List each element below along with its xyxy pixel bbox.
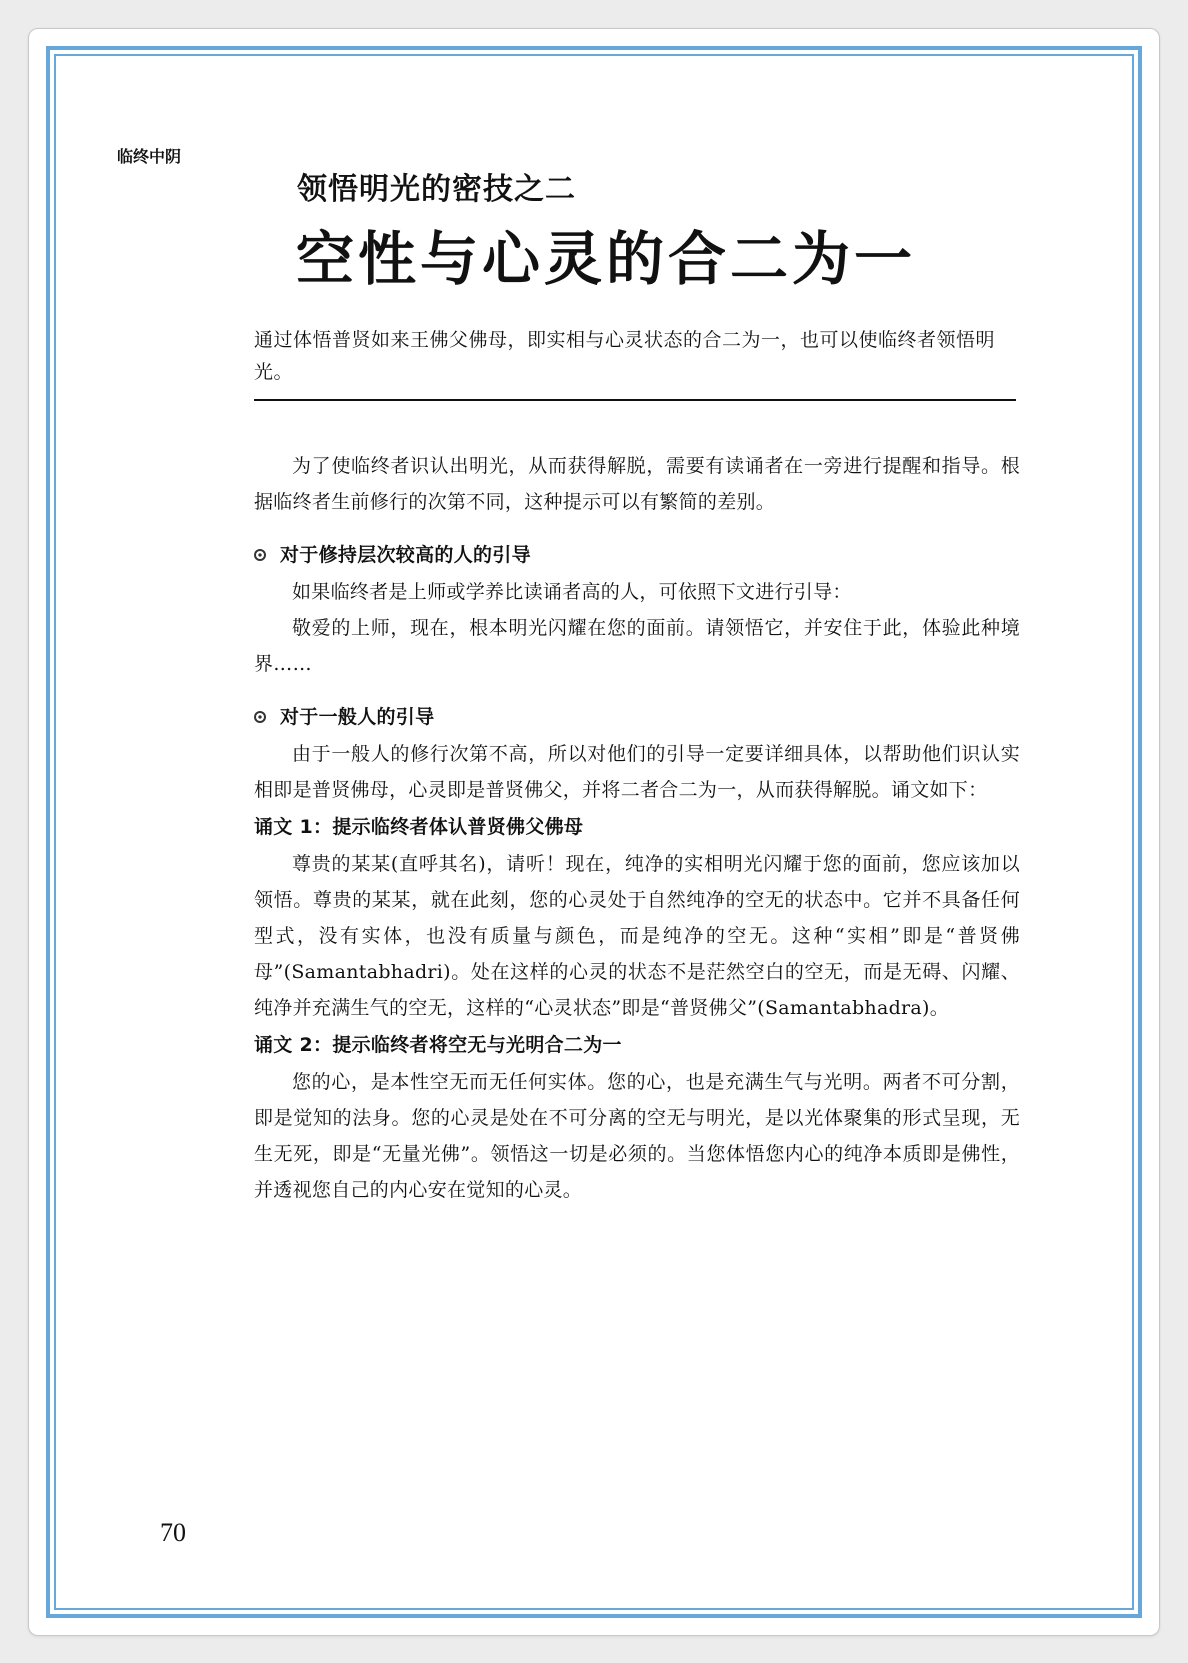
paragraph: 由于一般人的修行次第不高，所以对他们的引导一定要详细具体，以帮助他们识认实相即是普贤佛母，心灵即是普贤佛父，并将二者合二为一，从而获得解脱。诵文如下：: [254, 743, 1020, 801]
intro-paragraph: 为了使临终者识认出明光，从而获得解脱，需要有读诵者在一旁进行提醒和指导。根据临终者生前修行的次第不同，这种提示可以有繁简的差别。: [254, 455, 1020, 513]
section-heading-advanced: [254, 536, 1020, 574]
recitation-text-1: 尊贵的某某(直呼其名)，请听！现在，纯净的实相明光闪耀于您的面前，您应该加以领悟。尊贵的某某，就在此刻，您的心灵处于自然纯净的空无的状态中。它并不具备任何型式，没有实体，也没有质量与颜色，而是纯净的空无。这种“实相”即是“普贤佛母”(Samantabhadri)。处在这样的心灵的状态不是茫然空白的空无，而是无碍、闪耀、纯净并充满生气的空无，这样的“心灵状态”即是“普贤佛父”(Samantabhadra)。: [254, 853, 1020, 1019]
section-heading-text: 对于修持层次较高的人的引导: [280, 544, 531, 566]
lead-paragraph: 通过体悟普贤如来王佛父佛母，即实相与心灵状态的合二为一，也可以使临终者领悟明光。: [254, 329, 996, 383]
section-heading-text: 对于一般人的引导: [280, 706, 435, 728]
recitation-heading-1: 诵文 1：提示临终者体认普贤佛父佛母: [254, 816, 584, 838]
divider: [254, 399, 1016, 401]
running-head: 临终中阴: [117, 147, 182, 166]
recitation-heading-2: 诵文 2：提示临终者将空无与光明合二为一: [254, 1034, 622, 1056]
recitation-text-2: 您的心，是本性空无而无任何实体。您的心，也是充满生气与光明。两者不可分割，即是觉知的法身。您的心灵是处在不可分离的空无与明光，是以光体聚集的形式呈现，无生无死，即是“无量光佛”。领悟这一切是必须的。当您体悟您内心的纯净本质即是佛性，并透视您自己的内心安在觉知的心灵。: [254, 1071, 1020, 1201]
page-number: 70: [160, 1518, 186, 1547]
section-heading-general: [254, 698, 1020, 736]
flower-bullet-icon: [254, 549, 266, 561]
flower-bullet-icon: [254, 711, 266, 723]
page-title: 空性与心灵的合二为一: [296, 225, 917, 293]
chapter-kicker: 领悟明光的密技之二: [297, 172, 576, 207]
paragraph: 如果临终者是上师或学养比读诵者高的人，可依照下文进行引导：: [292, 581, 852, 603]
body-text: [254, 448, 1020, 1208]
paragraph: 敬爱的上师，现在，根本明光闪耀在您的面前。请领悟它，并安住于此，体验此种境界……: [254, 617, 1020, 675]
